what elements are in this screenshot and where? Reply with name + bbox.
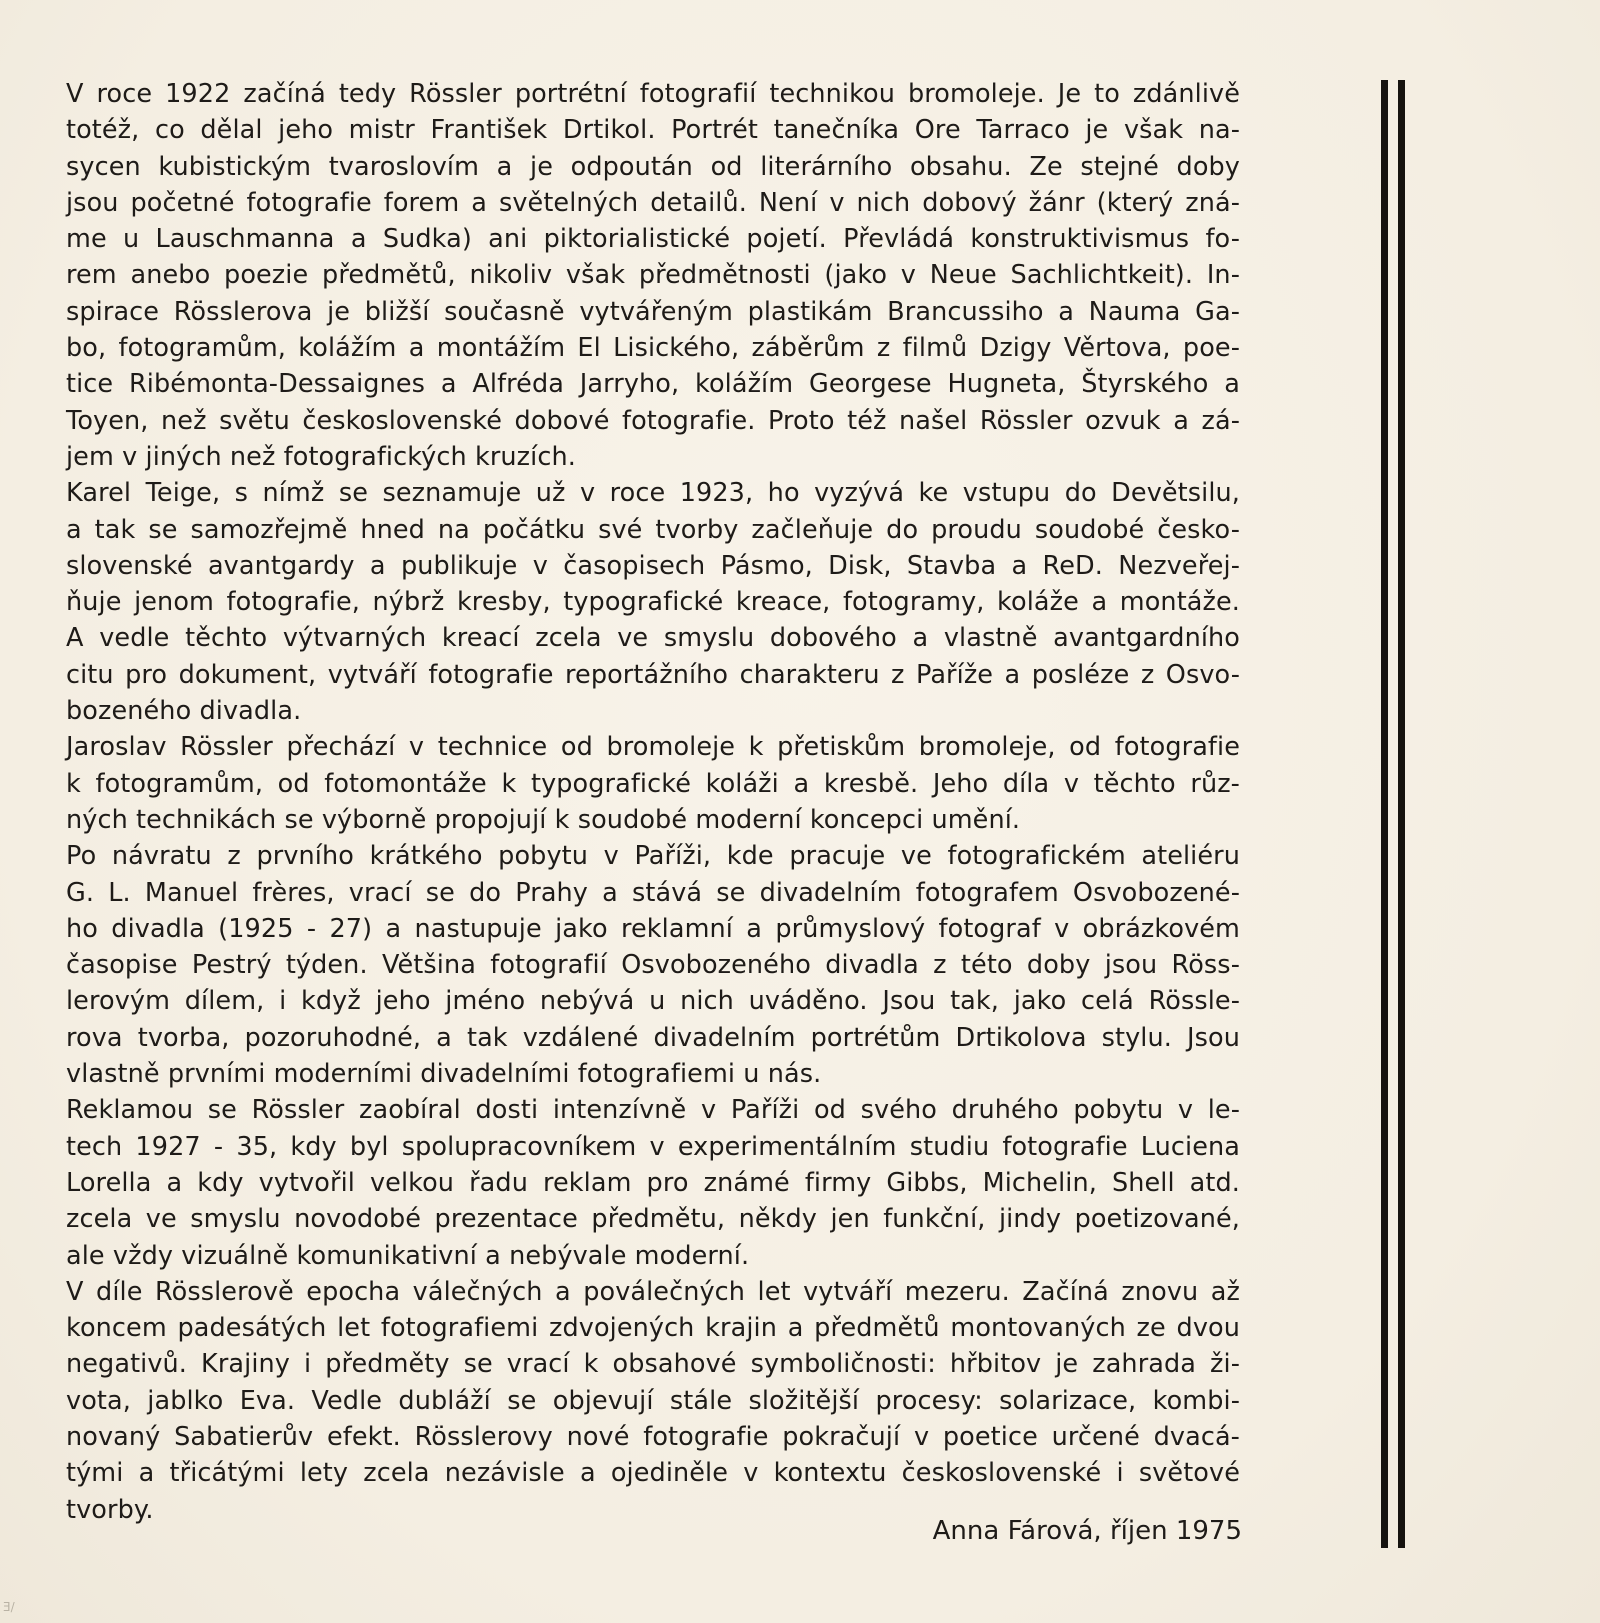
text-line: ho divadla (1925 - 27) a nastupuje jako reklamní a průmyslový fotograf v obrázkovém: [66, 913, 1240, 944]
text-line: novaný Sabatierův efekt. Rösslerovy nové fotografie pokračují v poetice určené dvacá-: [66, 1421, 1240, 1452]
text-line: G. L. Manuel frères, vrací se do Prahy a stává se divadelním fotografem Osvobozené-: [66, 877, 1240, 908]
text-line: tvorby.: [66, 1494, 154, 1525]
corner-mark: Ǝ/: [3, 1600, 15, 1614]
text-line: slovenské avantgardy a publikuje v časopisech Pásmo, Disk, Stavba a ReD. Nezveřej-: [66, 550, 1240, 581]
body-text: [66, 76, 1240, 1528]
text-line: tech 1927 - 35, kdy byl spolupracovníkem v experimentálním studiu fotografie Luciena: [66, 1131, 1240, 1162]
text-line: tými a třicátými lety zcela nezávisle a ojediněle v kontextu československé i světové: [66, 1458, 1240, 1489]
text-line: bo, fotogramům, kolážím a montážím El Lisického, záběrům z filmů Dzigy Věrtova, poe-: [66, 333, 1240, 364]
vertical-rule-left: [1381, 80, 1388, 1548]
text-line: Karel Teige, s nímž se seznamuje už v roce 1923, ho vyzývá ke vstupu do Devětsilu,: [66, 478, 1240, 509]
text-line: negativů. Krajiny i předměty se vrací k obsahové symboličnosti: hřbitov je zahrada ži-: [66, 1349, 1240, 1380]
text-line: sycen kubistickým tvaroslovím a je odpoután od literárního obsahu. Ze stejné doby: [66, 151, 1240, 182]
text-line: k fotogramům, od fotomontáže k typografické koláži a kresbě. Jeho díla v těchto růz-: [66, 768, 1240, 799]
text-line: Toyen, než světu československé dobové fotografie. Proto též našel Rössler ozvuk a zá-: [66, 405, 1240, 436]
text-line: Lorella a kdy vytvořil velkou řadu reklam pro známé firmy Gibbs, Michelin, Shell atd.: [66, 1167, 1240, 1198]
text-line: Jaroslav Rössler přechází v technice od bromoleje k přetiskům bromoleje, od fotografie: [66, 732, 1240, 763]
vertical-rule-right: [1398, 80, 1405, 1548]
paragraph: [66, 729, 1240, 838]
text-line: citu pro dokument, vytváří fotografie reportážního charakteru z Paříže a posléze z Osvo-: [66, 659, 1240, 690]
text-line: vota, jablko Eva. Vedle dubláží se objevují stále složitější procesy: solarizace, kombi-: [66, 1385, 1240, 1416]
text-line: zcela ve smyslu novodobé prezentace předmětu, někdy jen funkční, jindy poetizované,: [66, 1204, 1240, 1235]
author-signature: Anna Fárová, říjen 1975: [932, 1516, 1242, 1546]
text-line: ale vždy vizuálně komunikativní a nebývale moderní.: [66, 1240, 750, 1271]
text-line: spirace Rösslerova je bližší současně vytvářeným plastikám Brancussiho a Nauma Ga-: [66, 296, 1240, 327]
text-line: lerovým dílem, i když jeho jméno nebývá u nich uváděno. Jsou tak, jako celá Rössle-: [66, 986, 1240, 1017]
text-line: V díle Rösslerově epocha válečných a poválečných let vytváří mezeru. Začíná znovu až: [66, 1276, 1240, 1307]
text-line: Po návratu z prvního krátkého pobytu v Paříži, kde pracuje ve fotografickém ateliéru: [66, 841, 1240, 872]
paragraph: [66, 475, 1240, 729]
paragraph: [66, 76, 1240, 475]
text-line: tice Ribémonta-Dessaignes a Alfréda Jarryho, kolážím Georgese Hugneta, Štyrského a: [66, 369, 1240, 400]
text-line: totéž, co dělal jeho mistr František Drtikol. Portrét tanečníka Ore Tarraco je však na-: [66, 115, 1240, 146]
text-line: časopise Pestrý týden. Většina fotografií Osvobozeného divadla z této doby jsou Röss-: [66, 950, 1240, 981]
paragraph: [66, 838, 1240, 1092]
text-line: rova tvorba, pozoruhodné, a tak vzdálené divadelním portrétům Drtikolova stylu. Jsou: [66, 1022, 1240, 1053]
text-line: V roce 1922 začíná tedy Rössler portrétní fotografií technikou bromoleje. Je to zdánlivě: [66, 79, 1240, 109]
text-line: Reklamou se Rössler zaobíral dosti intenzívně v Paříži od svého druhého pobytu v le-: [66, 1095, 1240, 1126]
text-line: vlastně prvními moderními divadelními fotografiemi u nás.: [66, 1059, 822, 1090]
text-line: jem v jiných než fotografických kruzích.: [66, 441, 576, 472]
paragraph: [66, 1092, 1240, 1273]
text-line: a tak se samozřejmě hned na počátku své tvorby začleňuje do proudu soudobé česko-: [66, 514, 1240, 545]
text-line: A vedle těchto výtvarných kreací zcela ve smyslu dobového a vlastně avantgardního: [66, 623, 1240, 654]
text-line: jsou početné fotografie forem a světelných detailů. Není v nich dobový žánr (který zná-: [66, 187, 1240, 218]
text-line: rem anebo poezie předmětů, nikoliv však předmětnosti (jako v Neue Sachlichtkeit). In-: [66, 260, 1240, 291]
text-line: ňuje jenom fotografie, nýbrž kresby, typografické kreace, fotogramy, koláže a montáže.: [66, 587, 1240, 618]
text-line: ných technikách se výborně propojují k soudobé moderní koncepci umění.: [66, 804, 1021, 835]
text-line: bozeného divadla.: [66, 696, 302, 727]
text-line: me u Lauschmanna a Sudka) ani piktorialistické pojetí. Převládá konstruktivismus fo-: [66, 224, 1240, 255]
paragraph: [66, 1274, 1240, 1528]
text-line: koncem padesátých let fotografiemi zdvojených krajin a předmětů montovaných ze dvou: [66, 1313, 1240, 1344]
